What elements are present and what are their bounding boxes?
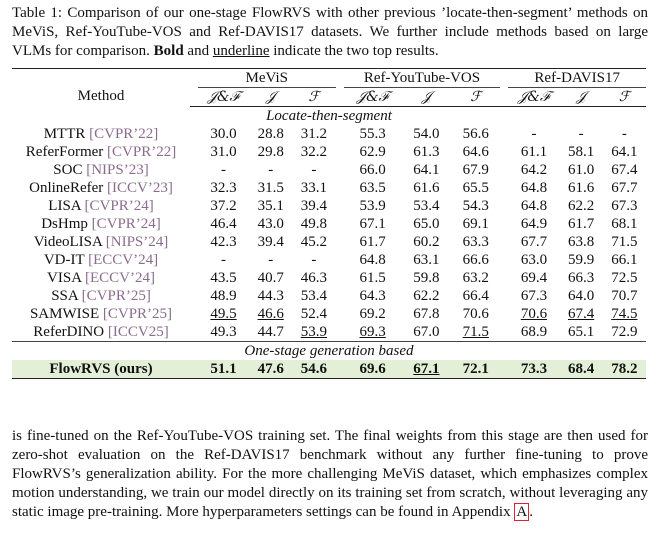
table-row: [12, 305, 646, 323]
value-cell: 63.2: [462, 270, 489, 286]
value-cell: 44.3: [257, 288, 284, 304]
value-cell: 66.1: [611, 252, 638, 268]
caption-suffix: indicate the two top results.: [269, 43, 439, 59]
value-cell: 65.5: [462, 180, 489, 196]
value-cell: 66.3: [567, 270, 595, 286]
value-cell: 45.2: [300, 234, 328, 250]
method-name: SAMWISE: [29, 306, 100, 322]
value-cell: 64.2: [520, 162, 548, 178]
metric-f: ℱ: [603, 88, 646, 107]
value-cell: 32.2: [300, 144, 328, 160]
value-cell: 51.1: [198, 360, 249, 379]
value-cell: 37.2: [210, 198, 237, 214]
value-cell: 69.1: [462, 216, 489, 232]
metric-jf: 𝒥&ℱ: [344, 88, 402, 107]
method-name: VideoLISA: [33, 234, 102, 250]
value-cell: 63.0: [520, 252, 548, 268]
value-cell: 47.6: [249, 360, 292, 379]
body-text: is fine-tuned on the Ref-YouTube-VOS training set. The final weights from this stage are then used for zero-shot evaluation on the Ref-DAVIS17 benchmark without any further fine-tuning to prove FlowRVS’s generalization ability. For the more challenging MeViS dataset, which emphasizes complex motion understanding, we train our model directly on its training set from scratch, without leveraging any static image pre-training. More hyperparameters settings can be found in Appendix: [12, 428, 648, 520]
value-cell: 72.1: [451, 360, 500, 379]
venue-citation[interactable]: [CVPR’22]: [89, 126, 159, 142]
table-caption: [12, 4, 648, 61]
value-cell: 43.5: [210, 270, 237, 286]
table-header: [12, 69, 646, 107]
table-row: [12, 197, 646, 215]
value-cell: 61.7: [359, 234, 386, 250]
value-cell: -: [531, 126, 537, 142]
value-cell: 63.8: [567, 234, 595, 250]
value-cell: 68.4: [559, 360, 602, 379]
value-cell: 64.6: [462, 144, 489, 160]
value-cell: 69.2: [359, 306, 386, 322]
value-cell: 71.5: [611, 234, 638, 250]
value-cell: 48.9: [210, 288, 237, 304]
value-cell: -: [268, 252, 274, 268]
dataset-header-davis: Ref-DAVIS17: [508, 69, 646, 88]
method-cell: [12, 197, 190, 215]
metric-f: ℱ: [451, 88, 500, 107]
table-row: [12, 269, 646, 287]
value-cell: 66.4: [462, 288, 489, 304]
dataset-header-mevis: MeViS: [198, 69, 336, 88]
table-row: [12, 233, 646, 251]
value-cell: 55.3: [359, 126, 386, 142]
venue-citation[interactable]: [NIPS’23]: [86, 162, 149, 178]
group-row: [12, 107, 646, 126]
value-cell: 70.6: [462, 306, 489, 322]
method-cell: [12, 179, 190, 197]
value-cell: -: [221, 252, 227, 268]
value-cell: 67.9: [462, 162, 489, 178]
value-cell: 33.1: [300, 180, 328, 196]
value-cell: 69.3: [359, 324, 386, 340]
method-cell: [12, 305, 190, 323]
table-row: [12, 215, 646, 233]
group-label: Locate-then-segment: [266, 108, 392, 124]
value-cell: 66.6: [462, 252, 489, 268]
value-cell: 59.9: [567, 252, 595, 268]
value-cell: 67.1: [359, 216, 386, 232]
table-row: [12, 179, 646, 197]
value-cell: 64.8: [520, 180, 548, 196]
value-cell: 31.2: [300, 126, 328, 142]
venue-citation[interactable]: [CVPR’24]: [91, 216, 161, 232]
value-cell: 62.2: [567, 198, 595, 214]
method-name: VD-IT: [43, 252, 85, 268]
value-cell: 61.3: [413, 144, 440, 160]
dataset-header-ytvos: Ref-YouTube-VOS: [344, 69, 501, 88]
value-cell: 58.1: [567, 144, 595, 160]
value-cell: 46.4: [210, 216, 237, 232]
venue-citation[interactable]: [CVPR’25]: [81, 288, 151, 304]
method-name: SSA: [51, 288, 78, 304]
value-cell: 72.5: [611, 270, 638, 286]
value-cell: 61.7: [567, 216, 595, 232]
value-cell: 32.3: [210, 180, 237, 196]
value-cell: 59.8: [413, 270, 440, 286]
value-cell: 68.1: [611, 216, 638, 232]
table-row: [12, 251, 646, 269]
value-cell: 53.4: [300, 288, 328, 304]
method-name: ReferFormer: [25, 144, 104, 160]
metric-j: 𝒥: [249, 88, 292, 107]
value-cell: 67.3: [520, 288, 548, 304]
caption-underline-word: underline: [212, 43, 270, 59]
value-cell: 65.0: [413, 216, 440, 232]
table-row: [12, 360, 646, 379]
value-cell: 40.7: [257, 270, 284, 286]
method-cell: [12, 287, 190, 305]
method-cell: [12, 125, 190, 143]
venue-citation[interactable]: [ECCV’24]: [84, 270, 155, 286]
value-cell: 62.9: [359, 144, 386, 160]
table-row: [12, 323, 646, 342]
value-cell: 61.5: [359, 270, 386, 286]
value-cell: 64.1: [413, 162, 440, 178]
method-cell: [12, 143, 190, 161]
value-cell: 54.6: [292, 360, 335, 379]
value-cell: 67.3: [611, 198, 638, 214]
value-cell: 63.3: [462, 234, 489, 250]
venue-citation[interactable]: [CVPR’22]: [107, 144, 177, 160]
value-cell: 52.4: [300, 306, 328, 322]
table-body: [12, 107, 646, 379]
value-cell: 53.9: [300, 324, 328, 340]
value-cell: 60.2: [413, 234, 440, 250]
value-cell: 39.4: [300, 198, 328, 214]
value-cell: 54.0: [413, 126, 440, 142]
group-label: One-stage generation based: [12, 342, 646, 361]
value-cell: 56.6: [462, 126, 489, 142]
method-cell: [12, 269, 190, 287]
method-name: FlowRVS (ours): [49, 361, 153, 377]
venue-citation[interactable]: [NIPS’24]: [105, 234, 169, 250]
value-cell: 78.2: [603, 360, 646, 379]
value-cell: 67.1: [402, 360, 451, 379]
value-cell: 64.3: [359, 288, 386, 304]
value-cell: 62.2: [413, 288, 440, 304]
method-cell: [12, 360, 190, 379]
value-cell: 63.5: [359, 180, 386, 196]
value-cell: 63.1: [413, 252, 440, 268]
value-cell: 65.1: [567, 324, 595, 340]
body-end: .: [529, 504, 533, 520]
value-cell: 61.0: [567, 162, 595, 178]
value-cell: -: [578, 126, 584, 142]
metric-j: 𝒥: [559, 88, 602, 107]
value-cell: 44.7: [257, 324, 284, 340]
value-cell: 64.1: [611, 144, 638, 160]
value-cell: -: [621, 126, 627, 142]
caption-prefix: Table 1: Comparison of our one-stage FlowRVS with other previous ’locate-then-segment’ methods on MeViS, Ref-YouTube-VOS and Ref-DAVIS17 datasets. We further include methods based on large VLMs for comparison.: [12, 5, 648, 59]
value-cell: 74.5: [611, 306, 638, 322]
value-cell: 64.8: [359, 252, 386, 268]
value-cell: 64.8: [520, 198, 548, 214]
value-cell: 67.4: [611, 162, 638, 178]
value-cell: -: [311, 252, 317, 268]
value-cell: 30.0: [210, 126, 237, 142]
value-cell: 73.3: [508, 360, 559, 379]
results-table: [12, 68, 646, 379]
value-cell: 31.5: [257, 180, 284, 196]
value-cell: 46.6: [257, 306, 284, 322]
method-name: MTTR: [43, 126, 86, 142]
method-cell: [12, 215, 190, 233]
method-header: Method: [77, 87, 125, 104]
metric-jf: 𝒥&ℱ: [508, 88, 559, 107]
metric-jf: 𝒥&ℱ: [198, 88, 249, 107]
value-cell: 31.0: [210, 144, 237, 160]
table-row: [12, 287, 646, 305]
value-cell: 64.9: [520, 216, 548, 232]
value-cell: 28.8: [257, 126, 284, 142]
method-name: DsHmp: [41, 216, 88, 232]
value-cell: 67.0: [413, 324, 440, 340]
value-cell: 71.5: [462, 324, 489, 340]
value-cell: 67.8: [413, 306, 440, 322]
value-cell: -: [311, 162, 317, 178]
value-cell: 67.4: [567, 306, 595, 322]
value-cell: 46.3: [300, 270, 328, 286]
method-cell: [12, 233, 190, 251]
value-cell: 49.3: [210, 324, 237, 340]
value-cell: 39.4: [257, 234, 284, 250]
value-cell: 66.0: [359, 162, 386, 178]
value-cell: -: [221, 162, 227, 178]
value-cell: 69.6: [344, 360, 402, 379]
value-cell: 72.9: [611, 324, 638, 340]
value-cell: 67.7: [520, 234, 548, 250]
table-row: [12, 143, 646, 161]
value-cell: 53.9: [359, 198, 386, 214]
value-cell: 43.0: [257, 216, 284, 232]
value-cell: 49.5: [210, 306, 237, 322]
appendix-link[interactable]: A: [516, 504, 528, 520]
venue-citation[interactable]: [CVPR’24]: [84, 198, 154, 214]
value-cell: 70.7: [611, 288, 638, 304]
method-cell: [12, 161, 190, 179]
body-paragraph: [12, 427, 648, 522]
venue-citation[interactable]: [ICCV’23]: [107, 180, 173, 196]
value-cell: 54.3: [462, 198, 489, 214]
method-name: OnlineRefer: [29, 180, 104, 196]
method-name: LISA: [48, 198, 81, 214]
venue-citation[interactable]: [ECCV’24]: [88, 252, 159, 268]
value-cell: -: [268, 162, 274, 178]
caption-bold-word: Bold: [153, 43, 184, 59]
table-row: [12, 161, 646, 179]
method-cell: [12, 323, 190, 342]
value-cell: 68.9: [520, 324, 548, 340]
method-name: VISA: [47, 270, 82, 286]
metric-f: ℱ: [292, 88, 335, 107]
value-cell: 42.3: [210, 234, 237, 250]
table-row: [12, 125, 646, 143]
value-cell: 61.1: [520, 144, 548, 160]
venue-citation[interactable]: [CVPR’25]: [102, 306, 173, 322]
group-row: [12, 342, 646, 361]
value-cell: 53.4: [413, 198, 440, 214]
value-cell: 61.6: [413, 180, 440, 196]
value-cell: 70.6: [520, 306, 548, 322]
caption-and: and: [183, 43, 213, 59]
value-cell: 35.1: [257, 198, 284, 214]
method-name: SOC: [53, 162, 83, 178]
metric-j: 𝒥: [402, 88, 451, 107]
value-cell: 29.8: [257, 144, 284, 160]
value-cell: 67.7: [611, 180, 638, 196]
method-name: ReferDINO: [33, 324, 105, 340]
value-cell: 49.8: [300, 216, 328, 232]
value-cell: 61.6: [567, 180, 595, 196]
method-cell: [12, 251, 190, 269]
value-cell: 69.4: [520, 270, 548, 286]
venue-citation[interactable]: [ICCV25]: [107, 324, 169, 340]
value-cell: 64.0: [567, 288, 595, 304]
